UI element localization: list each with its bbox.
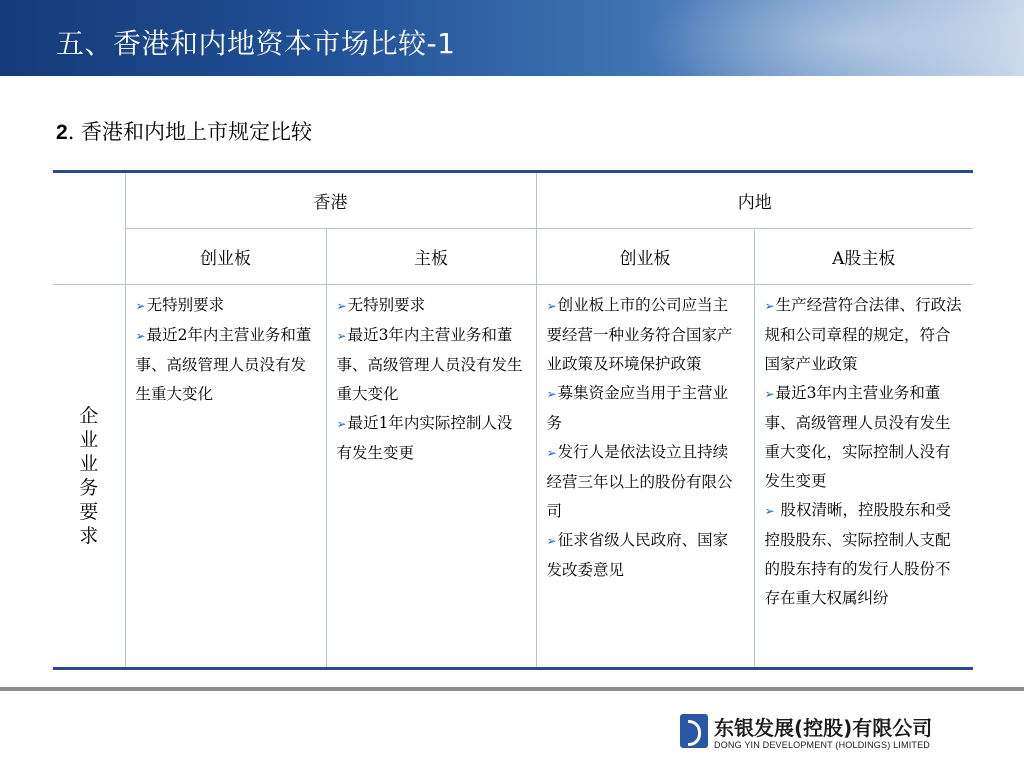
arrow-bullet-icon: ➢ [336,299,347,313]
row-label-cell [53,285,125,669]
header-decoration [644,0,1024,76]
list-item: ➢生产经营符合法律、行政法规和公司章程的规定，符合国家产业政策 [764,296,962,373]
cell-hk-gem [125,285,326,669]
cell-hk-main [326,285,536,669]
arrow-bullet-icon: ➢ [764,299,775,313]
company-logo [680,712,933,756]
arrow-bullet-icon: ➢ [336,329,347,343]
row-label: 企业业务要求 [79,405,99,547]
arrow-bullet-icon: ➢ [546,299,557,313]
arrow-bullet-icon: ➢ [135,299,146,313]
group-header-mainland: 内地 [536,172,973,229]
arrow-bullet-icon: ➢ [764,387,775,401]
column-header-row [53,229,973,285]
column-header-cn-gem: 创业板 [536,229,754,285]
arrow-bullet-icon: ➢ [764,504,775,518]
list-item: ➢无特别要求 [336,296,426,314]
cell-cn-a-share [754,285,973,669]
arrow-bullet-icon: ➢ [546,446,557,460]
comparison-table [53,170,973,670]
corner-cell [53,172,125,285]
company-name-cn: 东银发展(控股)有限公司 [714,716,933,740]
column-header-cn-a-share: A股主板 [754,229,973,285]
arrow-bullet-icon: ➢ [135,329,146,343]
footer-divider [0,687,1024,691]
section-number: 2 [56,121,68,144]
arrow-bullet-icon: ➢ [546,534,557,548]
company-name-en: DONG YIN DEVELOPMENT (HOLDINGS) LIMITED [714,740,930,750]
list-item: ➢发行人是依法设立且持续经营三年以上的股份有限公司 [546,443,733,520]
cell-cn-gem [536,285,754,669]
company-logo-icon [680,714,708,748]
header-band [0,0,1024,76]
list-item: ➢征求省级人民政府、国家发改委意见 [546,531,729,579]
column-header-hk-main: 主板 [326,229,536,285]
table-row [53,285,973,669]
list-item: ➢ 股权清晰，控股股东和受控股股东、实际控制人支配的股东持有的发行人股份不存在重大权属纠纷 [764,501,951,607]
section-subtitle [56,116,312,146]
group-header-hongkong: 香港 [125,172,536,229]
section-title: . 香港和内地上市规定比较 [67,120,313,144]
list-item: ➢最近3年内主营业务和董事、高级管理人员没有发生重大变化，实际控制人没有发生变更 [764,384,951,490]
list-item: ➢最近3年内主营业务和董事、高级管理人员没有发生重大变化 [336,326,523,403]
slide-title: 五、香港和内地资本市场比较-1 [56,27,456,60]
list-item: ➢无特别要求 [135,296,225,314]
column-header-hk-gem: 创业板 [125,229,326,285]
list-item: ➢创业板上市的公司应当主要经营一种业务符合国家产业政策及环境保护政策 [546,296,733,373]
group-header-row [53,172,973,229]
arrow-bullet-icon: ➢ [336,417,347,431]
arrow-bullet-icon: ➢ [546,387,557,401]
list-item: ➢最近2年内主营业务和董事、高级管理人员没有发生重大变化 [135,326,312,403]
list-item: ➢最近1年内实际控制人没有发生变更 [336,414,513,462]
list-item: ➢募集资金应当用于主营业务 [546,384,729,432]
